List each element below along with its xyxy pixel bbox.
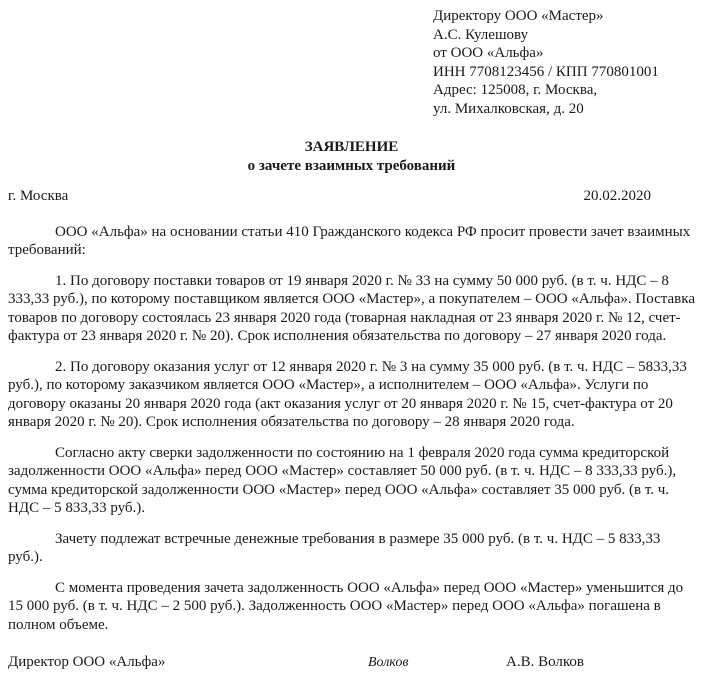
document-subtitle: о зачете взаимных требований bbox=[247, 157, 456, 174]
recipient-line: Адрес: 125008, г. Москва, bbox=[433, 82, 598, 98]
paragraph-intro: ООО «Альфа» на основании статьи 410 Гражданского кодекса РФ просит провести зачет взаимных требований: bbox=[8, 223, 691, 258]
paragraph-claim-1: 1. По договору поставки товаров от 19 января 2020 г. № 33 на сумму 50 000 руб. (в т. ч. НДС – 8 333,33 руб.), по которому поставщиком является ООО «Мастер», а покупателем – ООО «Альфа». Поставка товаров по договору состоялась 23 января 2020 года (товарная накладная от 23 января 2020 г. № 12, счет-фактура от 23 января 2020 г. № 20). Срок исполнения обязательства по договору – 27 января 2020 года. bbox=[8, 272, 695, 344]
recipient-line: ул. Михалковская, д. 20 bbox=[433, 100, 584, 117]
paragraph-reconciliation: Согласно акту сверки задолженности по состоянию на 1 февраля 2020 года сумма кредиторской задолженности ООО «Альфа» перед ООО «Мастер» составляет 50 000 руб. (в т. ч. НДС – 8 333,33 руб.), сумма кредиторской задолженности ООО «Мастер» перед ООО «Альфа» составляет 35 000 руб. (в т. ч. НДС – 5 833,33 руб.). bbox=[8, 444, 677, 516]
date-label: 20.02.2020 bbox=[583, 188, 651, 204]
recipient-line: от ООО «Альфа» bbox=[433, 45, 544, 61]
signature-name: А.В. Волков bbox=[506, 654, 584, 670]
paragraph-result: С момента проведения зачета задолженность ООО «Альфа» перед ООО «Мастер» уменьшится до 15 000 руб. (в т. ч. НДС – 2 500 руб.). Задолженность ООО «Мастер» перед ООО «Альфа» погашена в полном объеме. bbox=[8, 579, 684, 633]
signature-handwritten: Волков bbox=[368, 655, 409, 670]
place-label: г. Москва bbox=[8, 188, 69, 204]
signature-row bbox=[8, 653, 695, 673]
document-title: ЗАЯВЛЕНИЕ bbox=[304, 139, 399, 155]
recipient-line: А.С. Кулешову bbox=[433, 26, 529, 43]
recipient-line: ИНН 7708123456 / КПП 770801001 bbox=[433, 63, 659, 80]
place-date-row bbox=[8, 187, 695, 206]
recipient-line: Директору ООО «Мастер» bbox=[433, 8, 604, 24]
paragraph-offset-amount: Зачету подлежат встречные денежные требования в размере 35 000 руб. (в т. ч. НДС – 5 833,33 руб.). bbox=[8, 530, 661, 565]
signature-position: Директор ООО «Альфа» bbox=[8, 654, 166, 670]
paragraph-claim-2: 2. По договору оказания услуг от 12 января 2020 г. № 3 на сумму 35 000 руб. (в т. ч. НДС – 5833,33 руб.), по которому заказчиком является ООО «Мастер», а исполнителем – ООО «Альфа». Услуги по договору оказаны 20 января 2020 года (акт оказания услуг от 20 января 2020 г. № 15, счет-фактура от 20 января 2020 г. № 20). Срок исполнения обязательства по договору – 28 января 2020 года. bbox=[8, 358, 687, 430]
title-block bbox=[8, 138, 695, 175]
recipient-block bbox=[433, 7, 703, 118]
